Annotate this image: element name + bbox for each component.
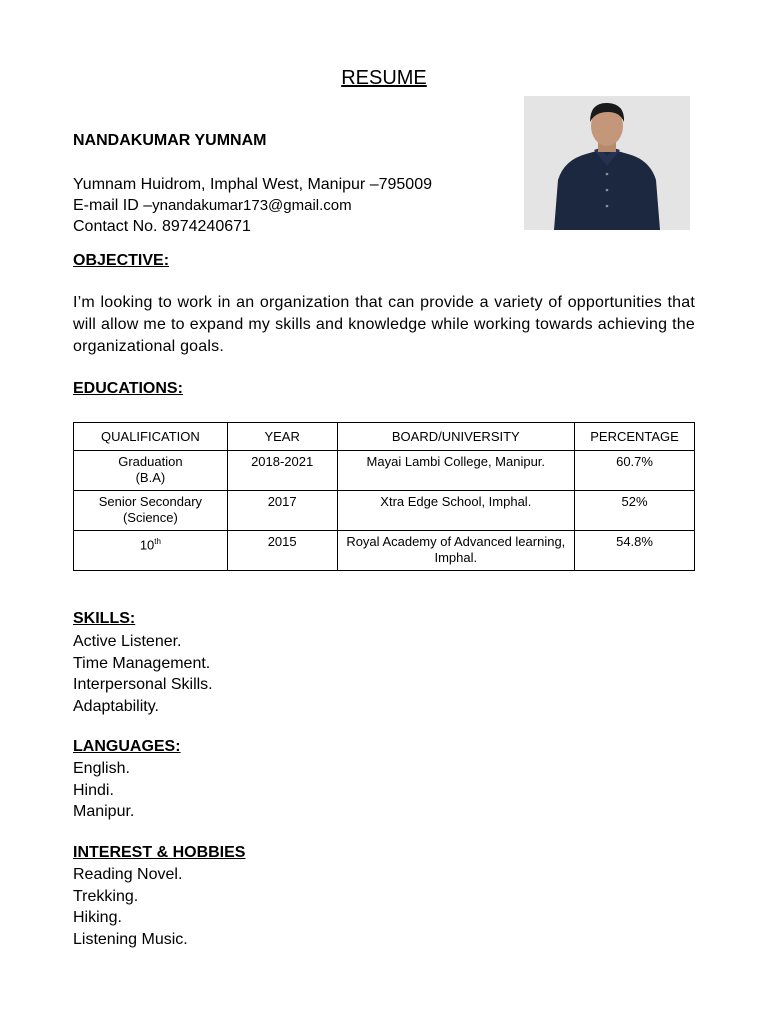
skills-heading: SKILLS:	[73, 610, 136, 627]
contact-block	[73, 174, 432, 237]
list-item: Interpersonal Skills.	[73, 676, 213, 693]
table-header-row	[74, 423, 695, 451]
list-item: Hiking.	[73, 909, 122, 926]
qualification-text: Senior Secondary	[98, 494, 203, 509]
languages-list	[73, 758, 134, 823]
phone-label: Contact No.	[73, 218, 162, 235]
list-item: Time Management.	[73, 654, 211, 672]
column-header: YEAR	[227, 423, 337, 451]
board-cell: Mayai Lambi College, Manipur.	[337, 451, 575, 491]
document-title: RESUME	[341, 67, 427, 89]
percentage-cell: 52%	[575, 491, 695, 531]
column-header: BOARD/UNIVERSITY	[337, 423, 575, 451]
qualification-text: Graduation	[118, 454, 183, 469]
year-cell: 2015	[227, 531, 337, 571]
qualification-cell	[74, 451, 228, 491]
email-value: ynandakumar173@gmail.com	[152, 197, 352, 214]
phone-line	[73, 216, 432, 237]
list-item: Adaptability.	[73, 697, 159, 715]
profile-photo-image	[524, 96, 690, 230]
objective-heading: OBJECTIVE:	[73, 252, 170, 269]
qualification-superscript: th	[154, 537, 161, 546]
table-row	[74, 531, 695, 571]
education-heading: EDUCATIONS:	[73, 380, 183, 397]
list-item: Reading Novel.	[73, 866, 183, 883]
table-row	[74, 491, 695, 531]
qualification-detail: (B.A)	[135, 470, 166, 485]
hobbies-heading: INTEREST & HOBBIES	[73, 844, 246, 861]
board-cell: Royal Academy of Advanced learning, Imphal.	[337, 531, 575, 571]
address-line: Yumnam Huidrom, Imphal West, Manipur –795009	[73, 176, 432, 193]
year-cell: 2017	[227, 491, 337, 531]
phone-value: 8974240671	[161, 218, 251, 235]
qualification-cell	[74, 531, 228, 571]
profile-photo	[524, 96, 690, 230]
candidate-name: NANDAKUMAR YUMNAM	[73, 132, 267, 149]
percentage-cell: 54.8%	[575, 531, 695, 571]
column-header: QUALIFICATION	[74, 423, 228, 451]
list-item: Manipur.	[73, 803, 135, 820]
list-item: English.	[73, 760, 130, 777]
skills-list	[73, 631, 213, 717]
list-item: Hindi.	[73, 781, 114, 799]
list-item: Listening Music.	[73, 930, 188, 948]
qualification-cell	[74, 491, 228, 531]
objective-text: I’m looking to work in an organization that can provide a variety of opportunities that will allow me to expand my skills and knowledge while working towards achieving the organizational goals.	[73, 294, 695, 355]
hobbies-list	[73, 864, 188, 950]
column-header: PERCENTAGE	[575, 423, 695, 451]
list-item: Trekking.	[73, 887, 139, 905]
list-item: Active Listener.	[73, 633, 182, 650]
email-line	[73, 195, 432, 216]
board-cell: Xtra Edge School, Imphal.	[337, 491, 575, 531]
qualification-detail: (Science)	[122, 510, 178, 525]
percentage-cell: 60.7%	[575, 451, 695, 491]
qualification-text: 10	[139, 537, 155, 553]
languages-heading: LANGUAGES:	[73, 738, 181, 755]
email-label: E-mail ID –	[73, 197, 153, 214]
education-table	[73, 422, 695, 571]
table-row	[74, 451, 695, 491]
year-cell: 2018-2021	[227, 451, 337, 491]
